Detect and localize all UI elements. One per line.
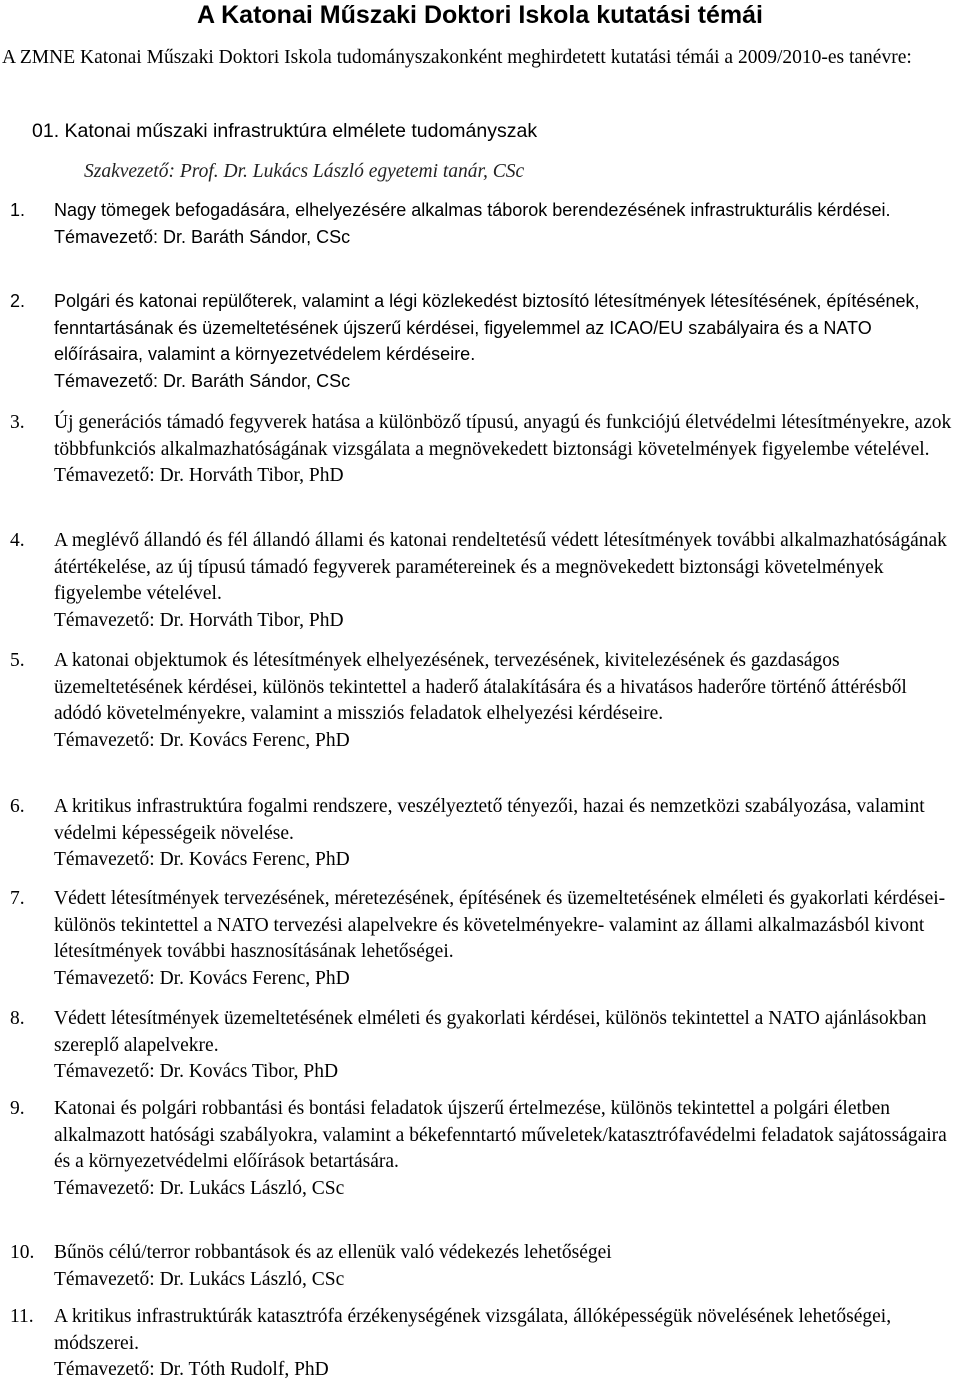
topic-advisor: Témavezető: Dr. Kovács Ferenc, PhD xyxy=(54,849,350,870)
topic-text: Polgári és katonai repülőterek, valamint a légi közlekedést biztosító létesítmények létesítésének, építésének, fenntartásának és üzemeltetésének újszerű kérdései, figyelemmel az ICAO/EU szabályaira és a NATO előírásaira, valamint a környezetvédelem kérdéseire. xyxy=(54,291,920,364)
section-supervisor: Szakvezető: Prof. Dr. Lukács László egyetemi tanár, CSc xyxy=(84,161,525,182)
topic-text: A kritikus infrastruktúra fogalmi rendszere, veszélyeztető tényezői, hazai és nemzetközi szabályozása, valamint védelmi képességeik növelése. xyxy=(54,796,925,844)
topic-body xyxy=(54,528,952,634)
topic-number: 11. xyxy=(10,1306,34,1327)
topic-text: Védett létesítmények üzemeltetésének elméleti és gyakorlati kérdései, különös tekintettel a NATO ajánlásokban szereplő alapelvekre. xyxy=(54,1008,927,1056)
topic-text: Katonai és polgári robbantási és bontási feladatok újszerű értelmezése, különös tekintettel a polgári életben alkalmazott hatósági szabályokra, valamint a békefenntartó műveletek/katasztrófavédelmi feladatok sajátosságaira és a környezetvédelmi előírások betartására. xyxy=(54,1098,947,1172)
topic-text: A kritikus infrastruktúrák katasztrófa érzékenységének vizsgálata, állóképességük növelésének lehetőségei, módszerei. xyxy=(54,1306,892,1354)
topic-text: Védett létesítmények tervezésének, méretezésének, építésének és üzemeltetésének elméleti és gyakorlati kérdései- különös tekintettel a NATO tervezési alapelvekre és követelményekre- valamint az állami alkalmazásból kivont létesítmények további hasznosításának lehetőségei. xyxy=(54,888,946,962)
topic-advisor: Témavezető: Dr. Baráth Sándor, CSc xyxy=(54,370,351,391)
topic-number: 7. xyxy=(10,888,25,909)
topic-text: A meglévő állandó és fél állandó állami és katonai rendeltetésű védett létesítmények további alkalmazhatóságának átértékelése, az új típusú támadó fegyverek paramétereinek és a megnövekedett biztonsági követelmények figyelembe vételével. xyxy=(54,530,947,604)
topic-body xyxy=(54,288,952,394)
topic-number: 8. xyxy=(10,1008,25,1029)
topic-number: 6. xyxy=(10,796,25,817)
topic-number: 4. xyxy=(10,530,25,551)
topic-body xyxy=(54,886,952,992)
topic-body xyxy=(54,1096,952,1202)
topic-advisor: Témavezető: Dr. Kovács Ferenc, PhD xyxy=(54,967,350,989)
topic-text: Bűnös célú/terror robbantások és az ellenük való védekezés lehetőségei xyxy=(54,1242,612,1263)
topic-body xyxy=(54,197,952,250)
topic-number: 1. xyxy=(10,200,26,220)
topic-text: Új generációs támadó fegyverek hatása a különböző típusú, anyagú és funkciójú életvédelmi létesítményekre, azok többfunkciós alkalmazhatóságának vizsgálata a megnövekedett biztonsági követelmények figyelembe vételével. xyxy=(54,412,952,460)
topic-advisor: Témavezető: Dr. Lukács László, CSc xyxy=(54,1268,345,1290)
topic-body xyxy=(54,1240,952,1293)
topic-text: A katonai objektumok és létesítmények elhelyezésének, tervezésének, kivitelezésének és gazdaságos üzemeltetésének kérdései, különös tekintettel a haderő átalakítására és a hivatásos haderőre történő áttérésből adódó követelményekre, valamint a missziós feladatok elhelyezési kérdéseire. xyxy=(54,650,907,724)
topic-text: Nagy tömegek befogadására, elhelyezésére alkalmas táborok berendezésének infrastrukturális kérdései. xyxy=(54,200,891,220)
topic-advisor: Témavezető: Dr. Baráth Sándor, CSc xyxy=(54,226,351,247)
topic-number: 10. xyxy=(10,1242,35,1263)
topic-number: 2. xyxy=(10,291,26,311)
topic-advisor: Témavezető: Dr. Kovács Tibor, PhD xyxy=(54,1061,339,1082)
topic-advisor: Témavezető: Dr. Lukács László, CSc xyxy=(54,1177,345,1199)
page-title: A Katonai Műszaki Doktori Iskola kutatási témái xyxy=(197,1,763,29)
topic-body xyxy=(54,794,952,874)
topic-advisor: Témavezető: Dr. Kovács Ferenc, PhD xyxy=(54,729,350,751)
topic-number: 9. xyxy=(10,1098,25,1119)
topic-body xyxy=(54,1304,952,1384)
topic-advisor: Témavezető: Dr. Horváth Tibor, PhD xyxy=(54,465,344,486)
topic-number: 3. xyxy=(10,412,25,433)
topic-advisor: Témavezető: Dr. Tóth Rudolf, PhD xyxy=(54,1359,329,1380)
intro-paragraph: A ZMNE Katonai Műszaki Doktori Iskola tudományszakonként meghirdetett kutatási témái a 2009/2010-es tanévre: xyxy=(2,47,912,68)
topic-advisor: Témavezető: Dr. Horváth Tibor, PhD xyxy=(54,609,344,631)
topic-number: 5. xyxy=(10,650,25,671)
section-heading: 01. Katonai műszaki infrastruktúra elmélete tudományszak xyxy=(32,120,538,142)
topic-body xyxy=(54,410,952,490)
topic-body xyxy=(54,648,952,754)
topic-body xyxy=(54,1006,952,1086)
